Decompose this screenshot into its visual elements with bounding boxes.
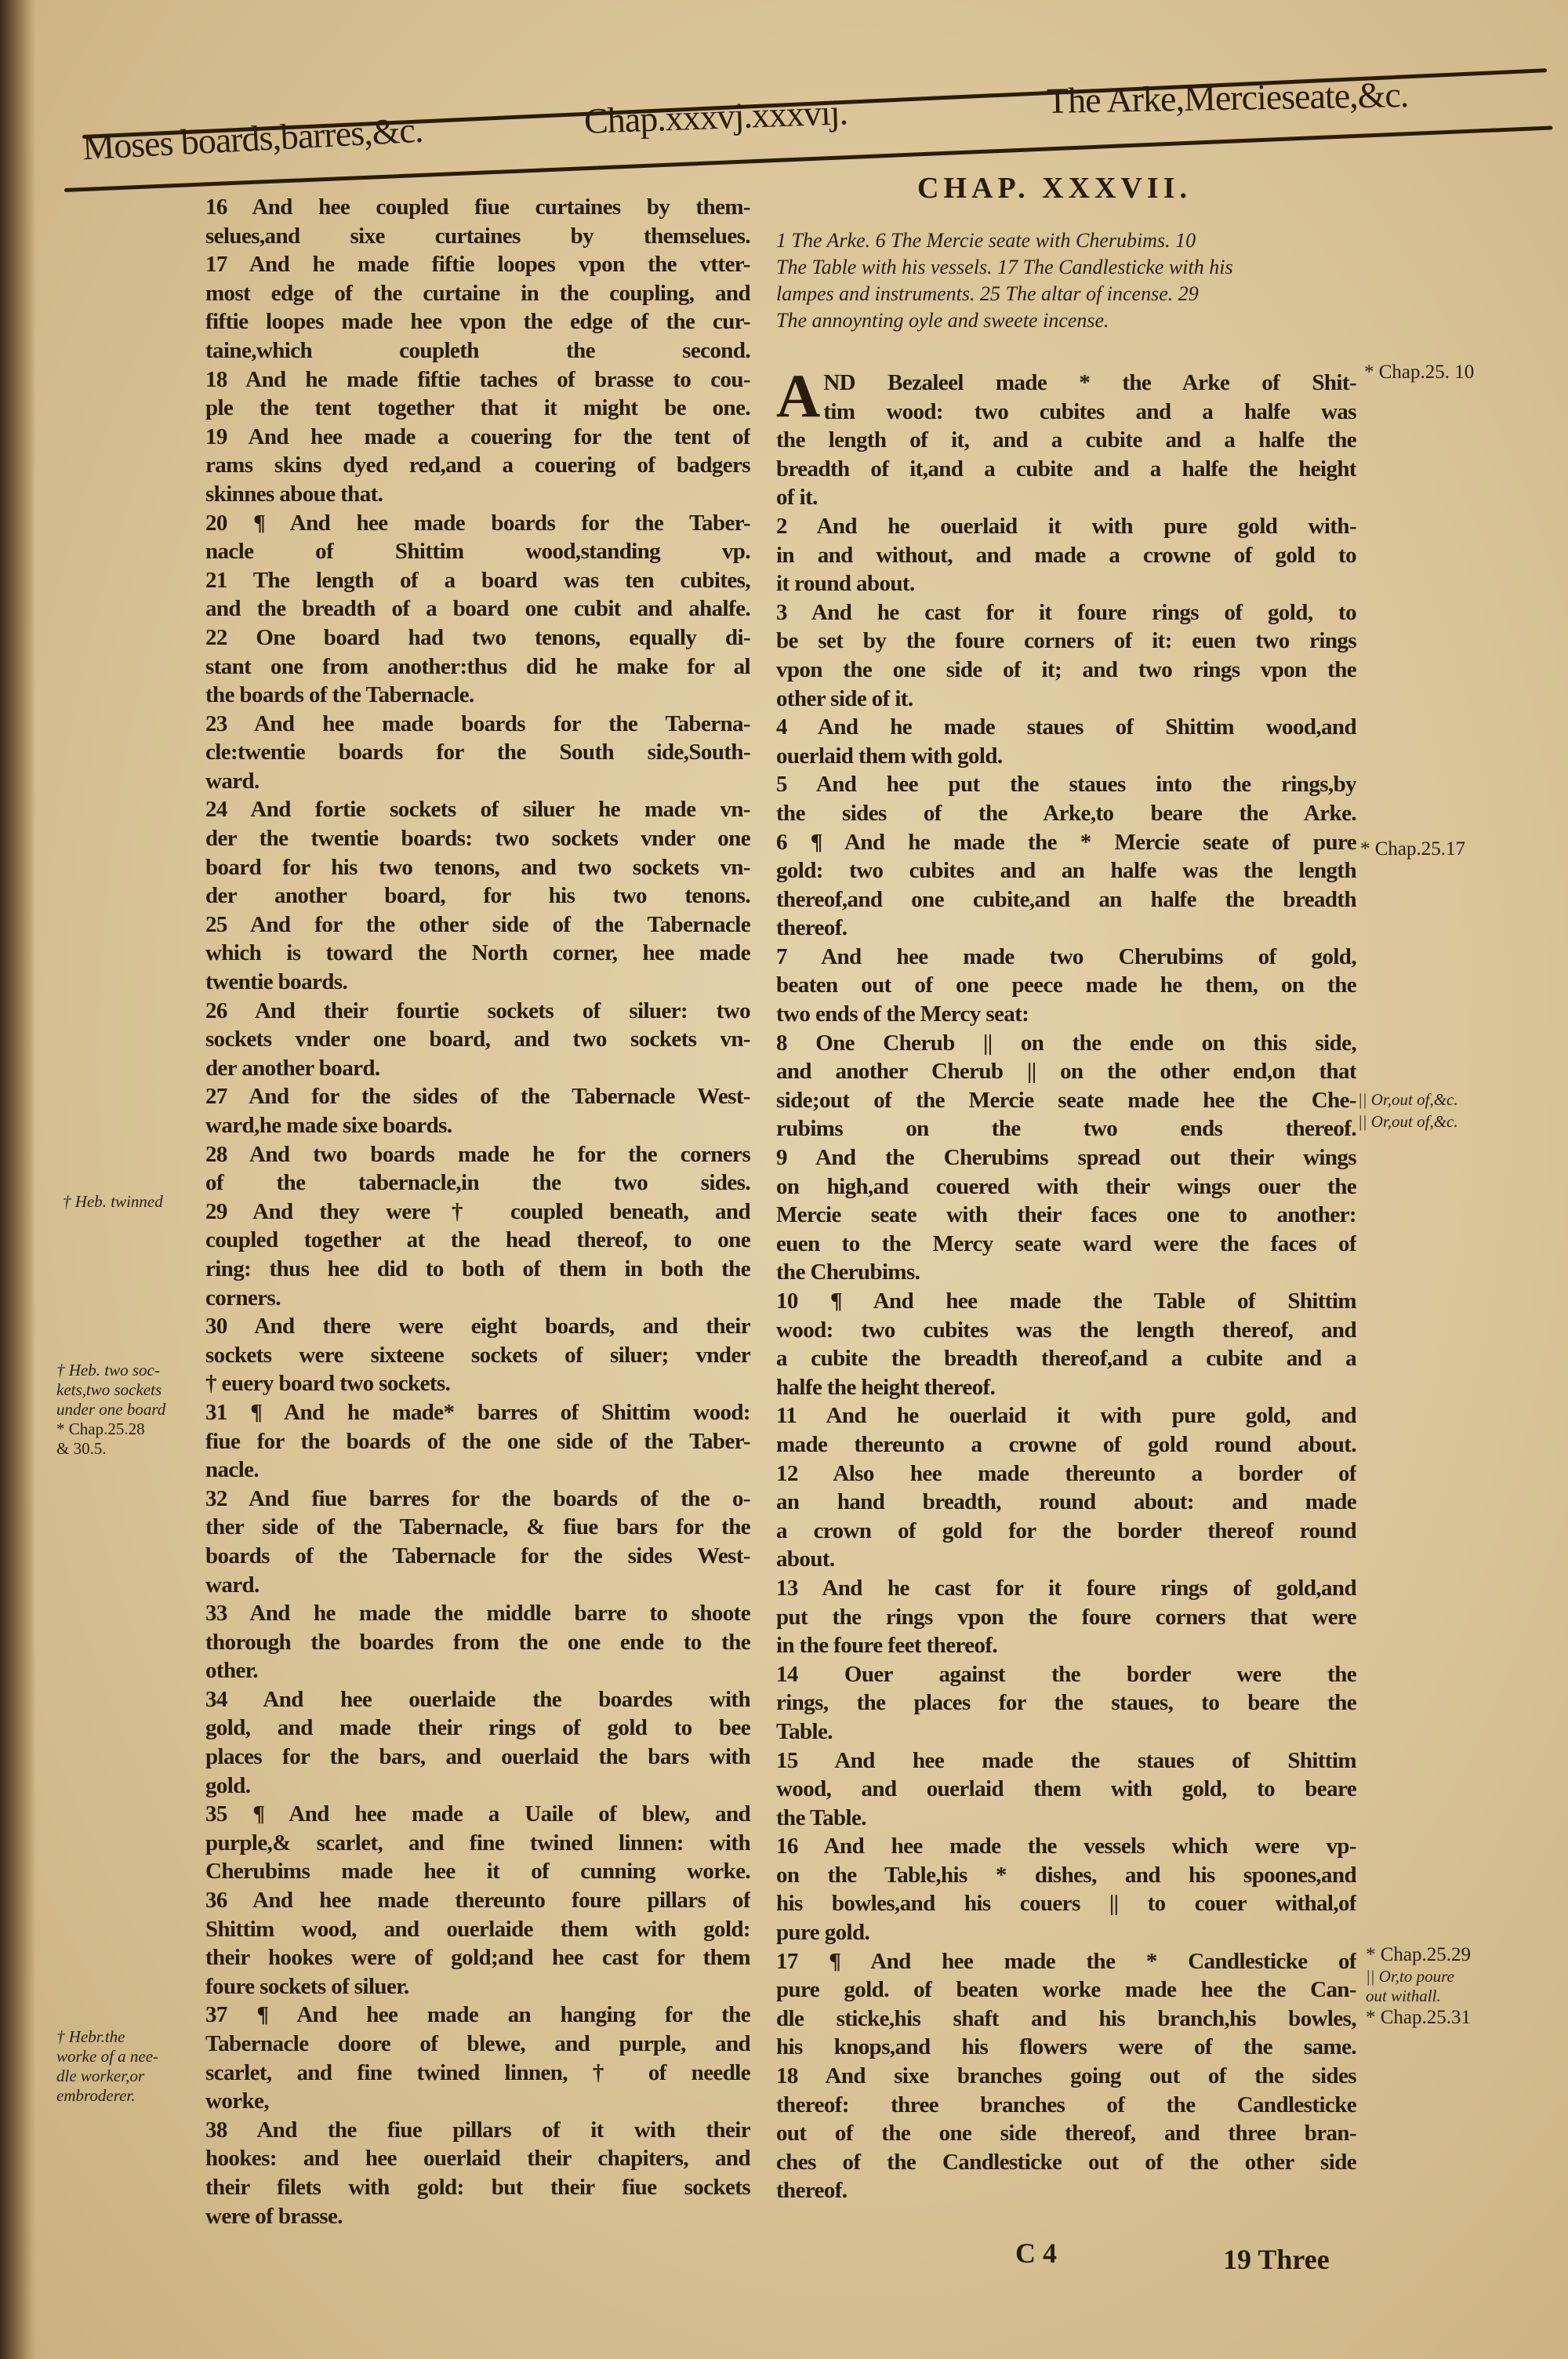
text-line: the length of it, and a cubite and a halfe the — [776, 427, 1356, 453]
text-line: 18 And sixe branches going out of the sides — [776, 2063, 1356, 2089]
margin-note-pour — [1366, 1967, 1454, 2006]
text-line: places for the bars, and ouerlaid the bars with — [205, 1744, 750, 1770]
note-line: & 30.5. — [56, 1439, 107, 1458]
text-line: tim wood: two cubites and a halfe was — [823, 398, 1356, 424]
text-line: 15 And hee made the staues of Shittim — [776, 1747, 1356, 1773]
text-line: 10 ¶ And hee made the Table of Shittim — [776, 1289, 1356, 1314]
text-line: out of the one side thereof, and three bran- — [776, 2121, 1356, 2146]
text-line: were of brasse. — [205, 2203, 343, 2229]
note-line: † Heb. two soc- — [56, 1361, 160, 1379]
text-line: 34 And hee ouerlaide the boardes with — [205, 1686, 750, 1712]
text-line: thereof. — [776, 2178, 848, 2204]
text-line: 37 ¶ And hee made an hanging for the — [205, 2002, 750, 2028]
text-line: stant one from another:thus did he make for al — [205, 653, 750, 679]
text-line: a cubite the breadth thereof,and a cubite and a — [776, 1346, 1356, 1372]
summary-line: The annoynting oyle and sweete incense. — [776, 309, 1109, 332]
text-line: 9 And the Cherubims spread out their wings — [776, 1145, 1356, 1171]
text-line: beaten out of one peece made he them, on the — [776, 972, 1356, 998]
text-line: an hand breadth, round about: and made — [776, 1489, 1356, 1515]
text-line: 11 And he ouerlaid it with pure gold, and — [776, 1403, 1356, 1429]
text-line: scarlet, and fine twined linnen, † of needle — [205, 2059, 750, 2085]
text-line: board for his two tenons, and two sockets vn- — [205, 854, 750, 880]
text-line: vpon the one side of it; and two rings vpon the — [776, 656, 1356, 682]
text-line: rings, the places for the staues, to beare the — [776, 1690, 1356, 1716]
signature-mark: C 4 — [1015, 2237, 1057, 2269]
note-line: dle worker,or — [56, 2066, 144, 2085]
text-line: 2 And he ouerlaid it with pure gold with- — [776, 513, 1356, 539]
text-line: and another Cherub || on the other end,on that — [776, 1059, 1356, 1085]
text-line: nacle of Shittim wood,standing vp. — [205, 539, 750, 565]
margin-note-or-1: || Or,out of,&c. — [1358, 1090, 1458, 1109]
text-line: of the tabernacle,in the two sides. — [205, 1170, 750, 1196]
text-line: and the breadth of a board one cubit and ahalfe. — [205, 596, 750, 622]
text-line: 16 And hee made the vessels which were vp- — [776, 1834, 1356, 1859]
text-line: halfe the height thereof. — [776, 1374, 996, 1400]
text-line: 8 One Cherub || on the ende on this side, — [776, 1030, 1356, 1056]
text-line: the Table. — [776, 1805, 866, 1830]
text-line: pure gold. of beaten worke made hee the Can- — [776, 1977, 1356, 2003]
text-line: fiftie loopes made hee vpon the edge of the cur- — [205, 309, 750, 335]
catchword: 19 Three — [1223, 2244, 1330, 2275]
text-line: 17 And he made fiftie loopes vpon the vtter- — [205, 252, 750, 278]
text-line: Mercie seate with their faces one to another: — [776, 1202, 1356, 1228]
note-line: embroderer. — [56, 2086, 136, 2105]
text-line: Tabernacle doore of blewe, and purple, and — [205, 2031, 750, 2056]
text-line: 6 ¶ And he made the * Mercie seate of pure — [776, 829, 1356, 855]
header-right-title: The Arke,Mercieseate,&c. — [1046, 74, 1409, 122]
text-line: 32 And fiue barres for the boards of the o- — [205, 1485, 750, 1511]
text-line: his bowles,and his couers || to couer withal,of — [776, 1891, 1356, 1917]
text-line: gold: two cubites and an halfe was the length — [776, 858, 1356, 884]
text-line: der the twentie boards: two sockets vnder one — [205, 826, 750, 852]
text-line: worke, — [205, 2088, 269, 2114]
text-line: 27 And for the sides of the Tabernacle West- — [205, 1084, 750, 1110]
text-line: Cherubims made hee it of cunning worke. — [205, 1859, 750, 1885]
text-line: 14 Ouer against the border were the — [776, 1661, 1356, 1687]
text-line: 38 And the fiue pillars of it with their — [205, 2117, 750, 2143]
text-line: it round about. — [776, 571, 915, 597]
text-line: 13 And he cast for it foure rings of gold,and — [776, 1575, 1356, 1601]
note-line: worke of a nee- — [56, 2047, 159, 2066]
text-line: euen to the Mercy seate ward were the faces of — [776, 1230, 1356, 1256]
text-line: 33 And he made the middle barre to shoote — [205, 1601, 750, 1627]
text-line: ward,he made sixe boards. — [205, 1113, 452, 1138]
text-line: corners. — [205, 1285, 281, 1310]
text-line: 35 ¶ And hee made a Uaile of blew, and — [205, 1801, 750, 1827]
text-line: der another board, for his two tenons. — [205, 883, 750, 909]
text-line: the boards of the Tabernacle. — [205, 682, 474, 708]
margin-note-needle — [56, 2027, 158, 2106]
text-line: 19 And hee made a couering for the tent of — [205, 423, 750, 449]
chapter-title: CHAP. XXXVII. — [917, 172, 1192, 205]
chapter-summary — [776, 227, 1356, 334]
text-line: other side of it. — [776, 685, 913, 711]
text-line: 18 And he made fiftie taches of brasse to cou- — [205, 366, 750, 392]
text-line: thereof,and one cubite,and an halfe the breadth — [776, 886, 1356, 912]
text-line: 17 ¶ And hee made the * Candlesticke of — [776, 1948, 1356, 1974]
text-line: rubims on the two ends thereof. — [776, 1116, 1356, 1142]
text-line: 5 And hee put the staues into the rings,by — [776, 772, 1356, 798]
text-line: 24 And fortie sockets of siluer he made vn- — [205, 797, 750, 823]
text-line: 31 ¶ And he made* barres of Shittim wood: — [205, 1399, 750, 1425]
text-line: purple,& scarlet, and fine twined linnen: with — [205, 1830, 750, 1856]
margin-note-mercy-ref: * Chap.25.17 — [1360, 838, 1466, 860]
text-line: pure gold. — [776, 1920, 870, 1946]
text-line: foure sockets of siluer. — [205, 1973, 409, 1999]
text-line: in the foure feet thereof. — [776, 1633, 998, 1659]
note-line: out withall. — [1366, 1986, 1441, 2005]
text-line: 23 And hee made boards for the Taberna- — [205, 711, 750, 736]
text-line: 12 Also hee made thereunto a border of — [776, 1460, 1356, 1486]
text-line: of it. — [776, 485, 818, 511]
text-line: 22 One board had two tenons, equally di- — [205, 624, 750, 650]
text-line: gold. — [205, 1772, 251, 1798]
text-line: 3 And he cast for it foure rings of gold, to — [776, 599, 1356, 625]
text-line: sockets vnder one board, and two sockets vn- — [205, 1027, 750, 1052]
text-line: thereof. — [776, 915, 848, 941]
text-line: fiue for the boards of the one side of the Taber- — [205, 1428, 750, 1454]
text-line: other. — [205, 1658, 259, 1684]
text-line: ward. — [205, 1572, 260, 1598]
margin-note-ark-ref: * Chap.25. 10 — [1364, 362, 1475, 383]
text-line: cle:twentie boards for the South side,South- — [205, 740, 750, 765]
text-line: breadth of it,and a cubite and a halfe the height — [776, 456, 1356, 482]
text-line: their filets with gold: but their fiue sockets — [205, 2174, 750, 2200]
text-line: taine,which coupleth the second. — [205, 337, 750, 363]
text-line: which is toward the North corner, hee made — [205, 940, 750, 966]
summary-line: The Table with his vessels. 17 The Candlesticke with his — [776, 256, 1233, 278]
text-line: ouerlaid them with gold. — [776, 743, 1003, 769]
text-line: side;out of the Mercie seate made hee the Che- — [776, 1087, 1356, 1113]
text-line: 28 And two boards made he for the corners — [205, 1141, 750, 1167]
note-line: * Chap.25.28 — [56, 1419, 145, 1438]
text-line: twentie boards. — [205, 969, 348, 995]
text-line: on the Table,his * dishes, and his spoones,and — [776, 1862, 1356, 1888]
text-line: his knops,and his flowers were of the same. — [776, 2034, 1356, 2060]
note-line: || Or,to poure — [1366, 1967, 1454, 1986]
text-line: 26 And their fourtie sockets of siluer: two — [205, 998, 750, 1023]
header-left-title: Moses boards,barres,&c. — [81, 109, 424, 168]
header-chapter: Chap.xxxvj.xxxvij. — [583, 92, 848, 141]
text-line: † euery board two sockets. — [205, 1371, 451, 1397]
text-line: put the rings vpon the foure corners that were — [776, 1604, 1356, 1630]
text-line: 36 And hee made thereunto foure pillars of — [205, 1888, 750, 1914]
text-line: most edge of the curtaine in the coupling, and — [205, 280, 750, 306]
text-line: ther side of the Tabernacle, & fiue bars for the — [205, 1514, 750, 1540]
text-line: a crown of gold for the border thereof round — [776, 1518, 1356, 1543]
text-line: ches of the Candlesticke out of the other side — [776, 2149, 1356, 2175]
text-line: 16 And hee coupled fiue curtaines by them- — [205, 194, 750, 220]
summary-line: 1 The Arke. 6 The Mercie seate with Cherubims. 10 — [776, 229, 1196, 252]
drop-cap: A — [776, 362, 821, 430]
text-line: 25 And for the other side of the Tabernacle — [205, 911, 750, 937]
text-line: ND Bezaleel made * the Arke of Shit- — [823, 370, 1356, 395]
margin-note-candle-ref: * Chap.25.31 — [1366, 2007, 1472, 2028]
text-line: skinnes aboue that. — [205, 481, 383, 507]
text-line: 21 The length of a board was ten cubites, — [205, 567, 750, 593]
text-line: 20 ¶ And hee made boards for the Taber- — [205, 510, 750, 536]
right-column — [776, 362, 1356, 2205]
text-line: two ends of the Mercy seat: — [776, 1001, 1029, 1027]
text-line: gold, and made their rings of gold to bee — [205, 1715, 750, 1741]
running-header — [0, 0, 1568, 204]
text-line: wood, and ouerlaid them with gold, to beare — [776, 1776, 1356, 1802]
note-line: kets,two sockets — [56, 1380, 162, 1399]
text-line: dle sticke,his shaft and his branch,his bowles, — [776, 2005, 1356, 2031]
text-line: their hookes were of gold;and hee cast for them — [205, 1945, 750, 1971]
text-line: der another board. — [205, 1055, 380, 1081]
text-line: the Cherubims. — [776, 1259, 920, 1285]
note-line: † Hebr.the — [56, 2027, 125, 2046]
text-line: 29 And they were† coupled beneath, and — [205, 1198, 750, 1224]
text-line: Table. — [776, 1718, 833, 1744]
text-line: boards of the Tabernacle for the sides West- — [205, 1543, 750, 1568]
text-line: about. — [776, 1547, 835, 1572]
text-line: nacle. — [205, 1457, 260, 1483]
margin-note-or-2: || Or,out of,&c. — [1358, 1112, 1458, 1131]
text-line: ple the tent together that it might be one. — [205, 395, 750, 421]
text-line: ward. — [205, 768, 260, 794]
left-column — [205, 193, 750, 2230]
text-line: ring: thus hee did to both of them in both the — [205, 1256, 750, 1281]
text-line: be set by the foure corners of it: euen two rings — [776, 628, 1356, 654]
text-line: 30 And there were eight boards, and their — [205, 1314, 750, 1339]
note-line: under one board — [56, 1400, 166, 1419]
text-line: thorough the boardes from the one ende to the — [205, 1629, 750, 1655]
text-line: wood: two cubites was the length thereof, and — [776, 1317, 1356, 1343]
text-line: rams skins dyed red,and a couering of badgers — [205, 453, 750, 478]
text-line: selues,and sixe curtaines by themselues. — [205, 223, 750, 249]
text-line: 4 And he made staues of Shittim wood,and — [776, 714, 1356, 740]
summary-line: lampes and instruments. 25 The altar of incense. 29 — [776, 282, 1199, 305]
text-line: on high,and couered with their wings ouer the — [776, 1173, 1356, 1199]
text-line: the sides of the Arke,to beare the Arke. — [776, 800, 1356, 826]
text-line: thereof: three branches of the Candlesticke — [776, 2092, 1356, 2117]
previous-page-edge — [0, 0, 36, 2359]
margin-note-twinned: † Heb. twinned — [63, 1192, 163, 1211]
margin-note-dishes-ref: * Chap.25.29 — [1366, 1944, 1472, 1965]
text-line: coupled together at the head thereof, to one — [205, 1227, 750, 1253]
text-line: sockets were sixteene sockets of siluer; vnder — [205, 1342, 750, 1368]
text-line: hookes: and hee ouerlaid their chapiters, and — [205, 2146, 750, 2172]
text-line: made thereunto a crowne of gold round about. — [776, 1431, 1356, 1457]
text-line: Shittim wood, and ouerlaide them with gold: — [205, 1916, 750, 1942]
margin-note-sockets — [56, 1361, 165, 1459]
text-line: in and without, and made a crowne of gold to — [776, 542, 1356, 568]
text-line: 7 And hee made two Cherubims of gold, — [776, 943, 1356, 969]
